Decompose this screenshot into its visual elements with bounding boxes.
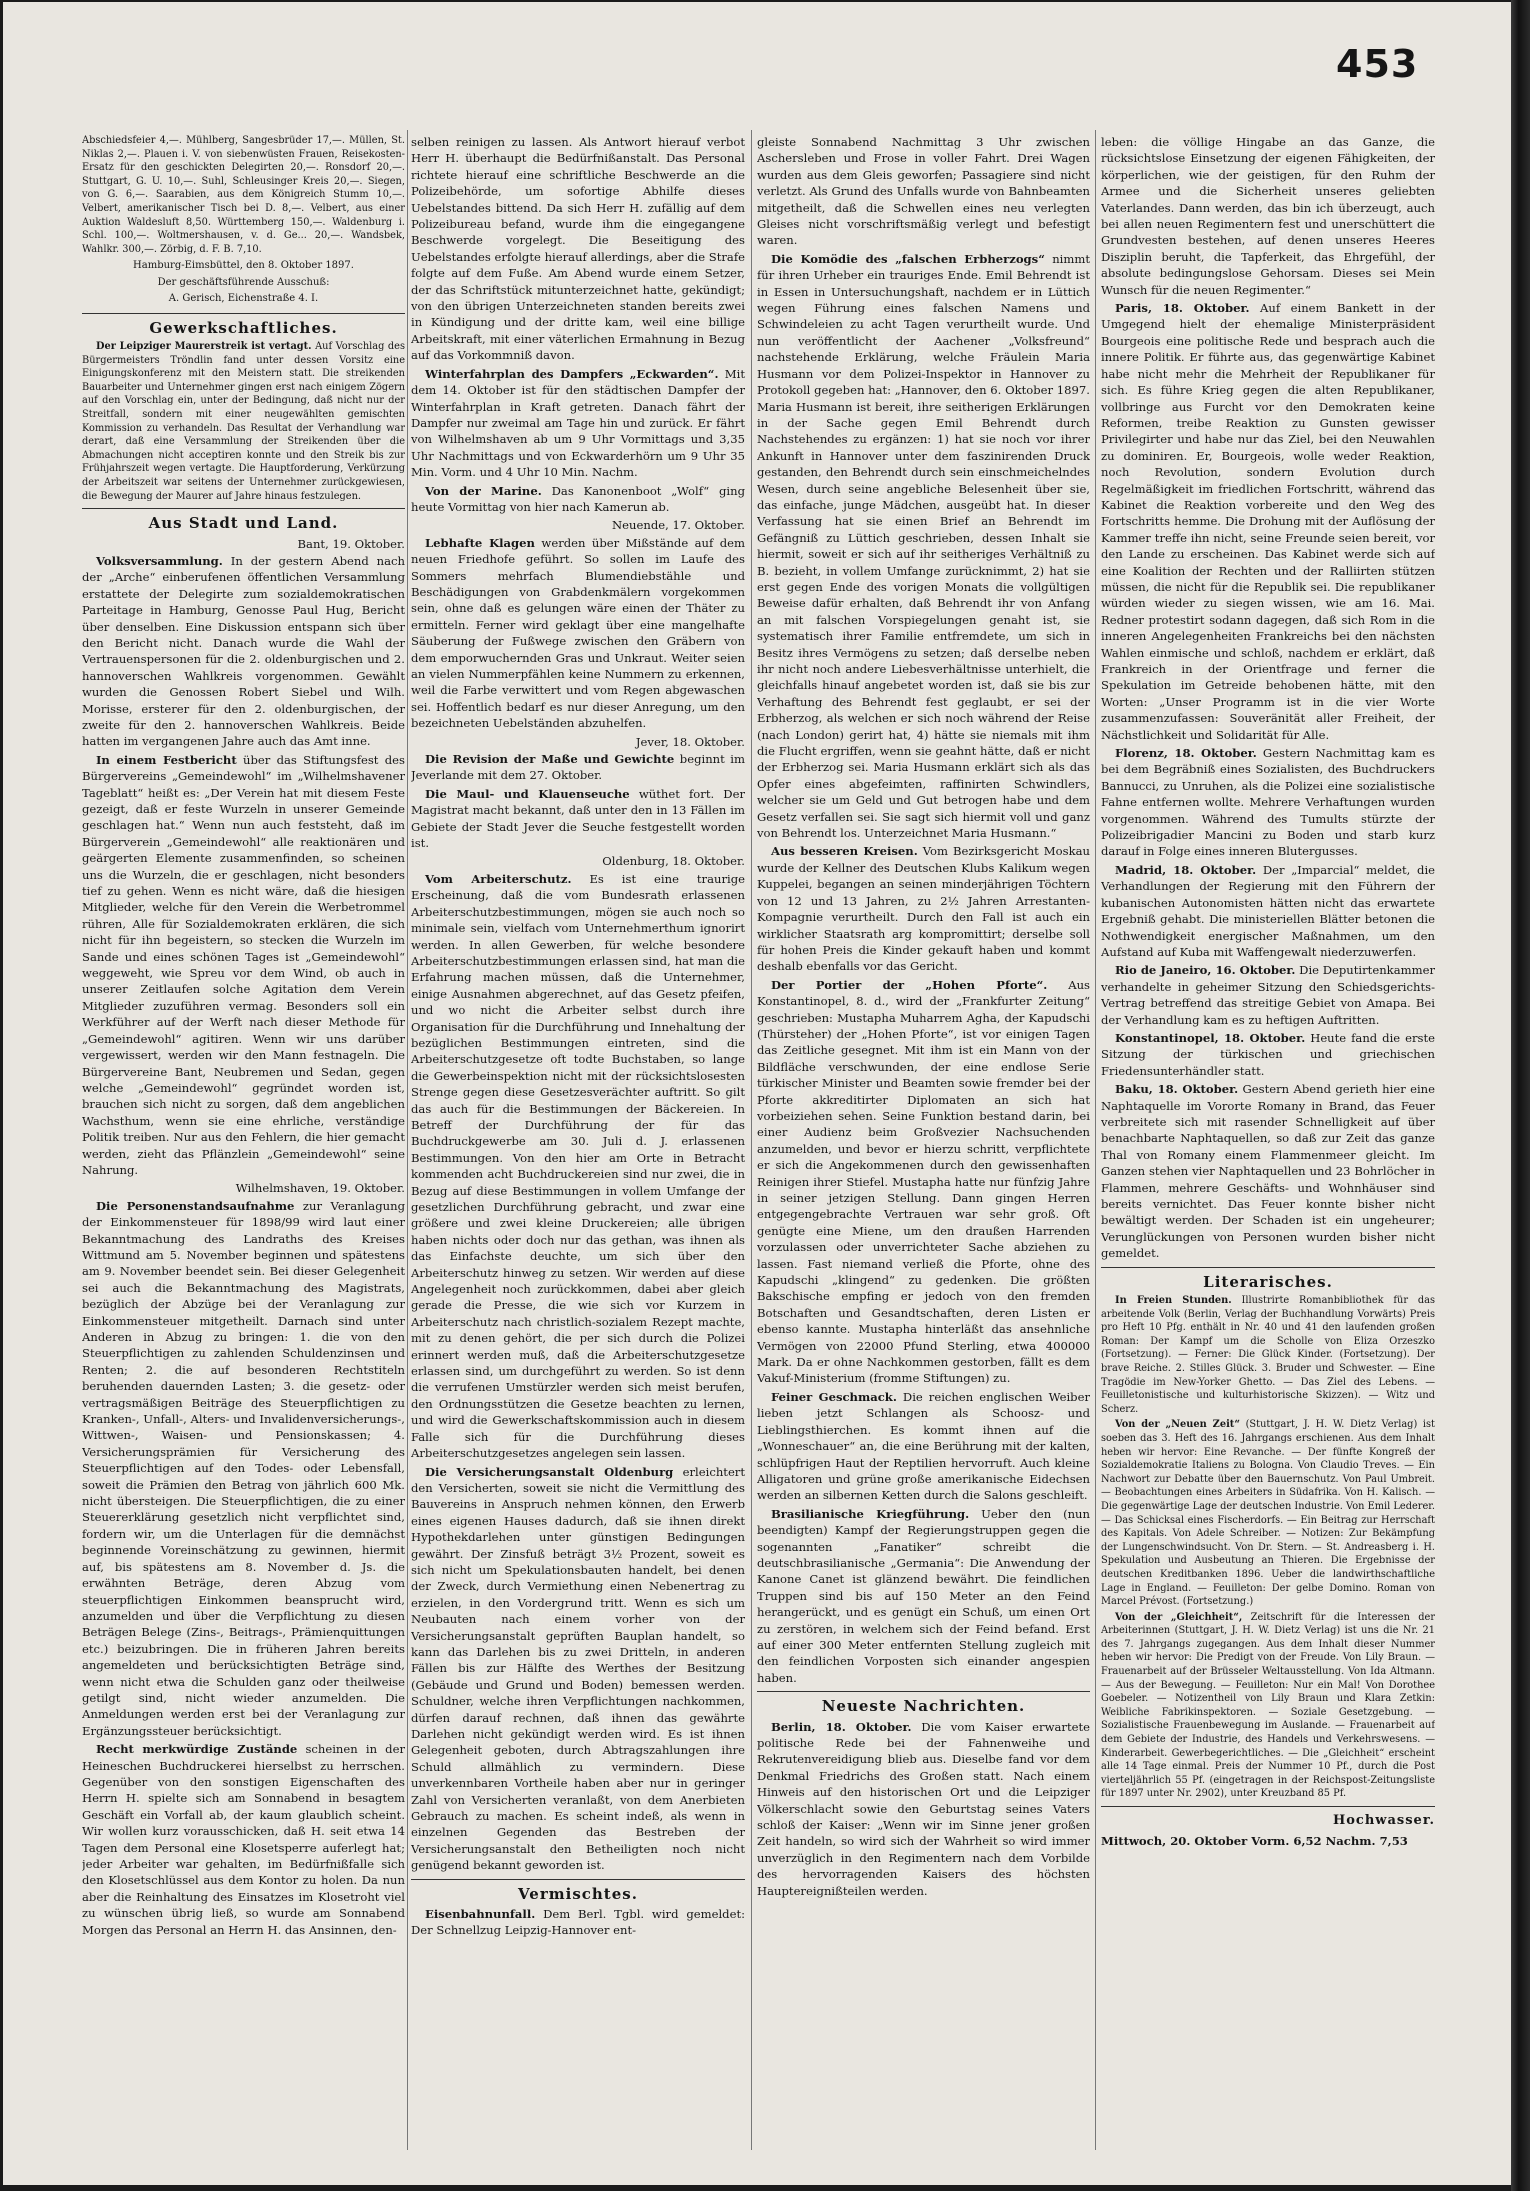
article-body: scheinen in der Heineschen Buchdruckerei hierselbst zu herrschen. Gegenüber von den sonstigen Eigenschaften des Herrn H. spielte sich am Sonnabend in besagtem Geschäft ein Vorfall ab, der kaum glaublich scheint. Wir wollen kurz vorausschicken, daß H. seit etwa 14 Tagen dem Personal eine Klosetsperre auferlegt hat; jeder Arbeiter war gehalten, im Bedürfnißfalle sich den Klosetschlüssel aus dem Kontor zu holen. Da nun aber die Reinhaltung des Einsatzes im Klosetroht viel zu wünschen übrig ließ, so wurde am Sonnabend Morgen das Personal an Herrn H. das Ansinnen, den- [82, 1742, 405, 1937]
article-florenz [1101, 745, 1435, 860]
article-maurerstreik [82, 340, 405, 503]
column-rule [1095, 130, 1096, 2150]
divider [1101, 1806, 1435, 1807]
section-heading-gewerkschaftliches: Gewerkschaftliches. [149, 318, 338, 337]
article-body: In der gestern Abend nach der „Arche“ einberufenen öffentlichen Versammlung erstattete der Delegirte zum sozialdemokratischen Parteitage in Hamburg, Genosse Paul Hug, Bericht über denselben. Eine Diskussion entspann sich über den Bericht nicht. Danach wurde die Wahl der Vertrauenspersonen für die 2. oldenburgischen und 2. hannoverschen Wahlkreis vorgenommen. Gewählt wurden die Genossen Robert Siebel und Wilh. Morisse, ersterer für den 2. oldenburgischen, der zweite für den 2. hannoverschen Wahlkreis. Beide hatten im vergangenen Jahre auch das Amt inne. [82, 553, 405, 749]
article-lead: Die Revision der Maße und Gewichte [425, 752, 675, 767]
article-body: Es ist eine traurige Erscheinung, daß die vom Bundesrath erlassenen Arbeiterschutzbestimmungen, mögen sie auch noch so minimale sein, vielfach vom Unternehmerthum ignorirt werden. In allen Gewerben, für welche besondere Arbeiterschutzbestimmungen erlassen sind, hat man die Erfahrung machen müssen, daß die Unternehmer, einige Ausnahmen abgerechnet, auf das Gesetz pfeifen, und wo nicht die Arbeiter selbst durch ihre Organisation für die Durchführung und Innehaltung der bezüglichen Bestimmungen eintreten, sind die Arbeiterschutzgesetze oft todte Buchstaben, so lange die Gewerbeinspektion nicht mit der rücksichtslosesten Strenge gegen diese Gesetzesverächter auftritt. So gilt das auch für die Bestimmungen der Bäckereien. In Betreff der Durchführung der für das Buchdruckgewerbe am 30. Juli d. J. erlassenen Bestimmungen. Von den hier am Orte in Betracht kommenden acht Buchdruckereien sind nur zwei, die in Bezug auf diese Bestimmungen in vollem Umfange der gesetzlichen Durchführung gebracht, und zwar eine größere und zwei kleine Druckereien; alle übrigen haben nichts oder doch nur das gethan, was ihnen als das Einfachste deuchte, um sich über den Arbeiterschutz hinweg zu setzen. Wir werden auf diese Angelegenheit noch zurückkommen, dabei aber gleich gerade die Presse, die wie sich vor Kurzem in Arbeiterschutz nach christlich-sozialem Rezept machte, mit zu denen gehört, die per sich durch die Polizei erinnert werden muß, daß die Arbeiterschutzgesetze erlassen sind, um durchgeführt zu werden. So ist denn die verrufenen Umstürzler werden sich meist berufen, den Ordnungsstützen die Gesetze beachten zu lernen, und wird die Gewerkschaftskommission auch in diesem Falle sich für die Durchführung dieses Arbeiterschutzgesetzes angelegen sein lassen. [411, 871, 745, 1461]
article-lead: Die Personenstandsaufnahme [96, 1198, 295, 1213]
article-body: zur Veranlagung der Einkommensteuer für 1898/99 wird laut einer Bekanntmachung des Landraths des Kreises Wittmund am 5. November beginnen und spätestens am 9. November beendet sein. Bei dieser Gelegenheit sei auch die Bekanntmachung des Magistrats, bezüglich der Abzüge bei der Veranlagung zur Einkommensteuer mitgetheilt. Darnach sind unter Anderen in Abzug zu bringen: 1. die von den Steuerpflichtigen zu zahlenden Schuldenzinsen und Renten; 2. die auf besonderen Rechtstiteln beruhenden dauernden Lasten; 3. die gesetz- oder vertragsmäßigen Beiträge des Steuerpflichtigen zu Kranken-, Unfall-, Alters- und Invalidenversicherungs-, Wittwen-, Waisen- und Pensionskassen; 4. Versicherungsprämien für Versicherung des Steuerpflichtigen auf den Todes- oder Lebensfall, soweit die Prämien den Betrag von jährlich 600 Mk. nicht übersteigen. Die Steuerpflichtigen, die zu einer Steuererklärung gesetzlich nicht verpflichtet sind, fordern wir, um die Unterlagen für die demnächst beginnende Voreinschätzung zu gewinnen, hiermit auf, bis spätestens am 8. November d. Js. die erwähnten Beträge, deren Abzug vom steuerpflichtigen Einkommen beansprucht wird, anzumelden und über die Verpflichtung zu diesen Beträgen Belege (Zins-, Beitrags-, Prämienquittungen etc.) beizubringen. Die in früheren Jahren bereits angemeldeten und berücksichtigten Beträge sind, wenn nicht etwa die Schulden ganz oder theilweise getilgt sind, nicht wieder anzumelden. Die Anmeldungen werden erst bei der Veranlagung zur Ergänzungssteuer berücksichtigt. [82, 1198, 405, 1738]
section-heading-hochwasser: Hochwasser. [1332, 1813, 1435, 1828]
divider [757, 1691, 1090, 1692]
article-lead: In Freien Stunden. [1115, 1295, 1232, 1307]
article-gleichheit [1101, 1611, 1435, 1801]
article-versicherungsanstalt [411, 1464, 745, 1874]
article-dateline: Florenz, 18. Oktober. [1115, 746, 1257, 761]
article-body: beginnt im Jeverlande mit dem 27. Oktober. [411, 752, 745, 783]
article-body: werden über Mißstände auf dem neuen Friedhofe geführt. So sollen im Laufe des Sommers mehrfach Blumendiebstähle und Beschädigungen von Grabdenkmälern vorgekommen sein, ohne daß es gelungen wäre einen der Thäter zu ermitteln. Ferner wird geklagt über eine mangelhafte Säuberung der Fußwege zwischen den Gräbern von dem emporwuchernden Gras und Unkraut. Weiter seien an vielen Nummerpfählen keine Nummern zu erkennen, weil die Farbe verwittert und vom Regen abgewaschen sei. Hoffentlich bedarf es nur dieser Anregung, um den bezeichneten Uebelständen abzuhelfen. [411, 535, 745, 731]
article-lead: Vom Arbeiterschutz. [425, 871, 572, 886]
article-marine [411, 483, 745, 516]
article-body: Die reichen englischen Weiber lieben jetzt Schlangen als Schoosz- und Lieblingsthierchen. Es kommt ihnen auf die „Wonneschauer“ an, die eine Berührung mit der kalten, schlüpfrigen Haut der Reptilien hervorruft. Auch kleine Alligatoren und grüne große amerikanische Eidechsen werden an silbernen Ketten durch die Salons geschleift. [757, 1389, 1090, 1503]
article-body: Der „Imparcial“ meldet, die Verhandlungen der Regierung mit den Führern der kubanischen Autonomisten hätten nicht das erwartete Ergebniß gehabt. Die ministeriellen Blätter betonen die Nothwendigkeit energischer Maßnahmen, um den Aufstand auf Kuba mit Waffengewalt niederzuwerfen. [1101, 862, 1435, 959]
column-3 [757, 134, 1090, 2174]
hochwasser-times: Mittwoch, 20. Oktober Vorm. 6,52 Nachm. 7,53 [1101, 1834, 1408, 1849]
article-seuche [411, 786, 745, 852]
article-body: erleichtert den Versicherten, soweit sie nicht die Vermittlung des Bauvereins in Anspruch nehmen können, den Erwerb eines eigenen Hauses dadurch, daß sie ihnen direkt Hypothekdarlehen unter günstigen Bedingungen gewährt. Der Zinsfuß beträgt 3½ Prozent, soweit es sich nicht um Spekulationsbauten handelt, bei denen der Zweck, durch Vermiethung einen Nebenertrag zu erzielen, in den Vordergrund tritt. Wenn es sich um Neubauten nach einem vorher von der Versicherungsanstalt geprüften Bauplan handelt, so kann das Darlehen bis zu zwei Dritteln, in anderen Fällen bis zur Hälfte des Werthes der Besitzung (Gebäude und Grund und Boden) bemessen werden. Schuldner, welche ihren Verpflichtungen nachkommen, dürfen darauf rechnen, daß ihnen das gewährte Darlehen nicht gekündigt werden wird. Es ist ihnen Gelegenheit geboten, durch Abtragszahlungen ihre Schuld allmählich zu vermindern. Diese unverkennbaren Vortheile haben aber nur in geringer Zahl von Versicherten veranlaßt, von dem Anerbieten Gebrauch zu machen. Es scheint indeß, als wenn in einzelnen Gegenden das Bestreben der Versicherungsanstalt den Betheiligten noch nicht genügend bekannt geworden ist. [411, 1464, 745, 1873]
article-body: Ueber den (nun beendigten) Kampf der Regierungstruppen gegen die sogenannten „Fanatiker“ schreibt die deutschbrasilianische „Germania“: Die Anwendung der Kanone Canet ist glänzend bewährt. Die feindlichen Truppen sind bis auf 150 Meter an den Feind herangerückt, und es genügt ein Schuß, um einen Ort zu zerstören, in welchem sich der Feind befand. Erst auf einer 300 Meter entfernten Stellung zugleich mit den feindlichen Vorposten sich einander angespien haben. [757, 1506, 1090, 1685]
article-body: Zeitschrift für die Interessen der Arbeiterinnen (Stuttgart, J. H. W. Dietz Verlag) ist uns die Nr. 21 des 7. Jahrgangs zugegangen. Aus dem Inhalt dieser Nummer heben wir hervor: Die Predigt von der Freude. Von Lily Braun. — Frauenarbeit auf der Brüsseler Weltausstellung. Von Ida Altmann. — Aus der Bewegung. — Feuilleton: Nur ein Mal! Von Dorothee Goebeler. — Notizentheil von Lily Braun und Klara Zetkin: Weibliche Fabrikinspektoren. — Soziale Gesetzgebung. — Sozialistische Frauenbewegung im Auslande. — Frauenarbeit auf dem Gebiete der Industrie, des Handels und Verkehrswesens. — Kinderarbeit. Gewerbegerichtliches. — Die „Gleichheit“ erscheint alle 14 Tage einmal. Preis der Nummer 10 Pf., durch die Post vierteljährlich 55 Pf. (eingetragen in der Reichspost-Zeitungsliste für 1897 unter Nr. 2902), unter Kreuzband 85 Pf. [1101, 1611, 1435, 1800]
article-lead: Feiner Geschmack. [771, 1389, 897, 1404]
article-body: Illustrirte Romanbibliothek für das arbeitende Volk (Berlin, Verlag der Buchhandlung Vorwärts) Preis pro Heft 10 Pfg. enthält in Nr. 40 und 41 den laufenden großen Roman: Der Kampf um die Scholle von Eliza Orzeszko (Fortsetzung). — Ferner: Die Glück Kinder. (Fortsetzung). Der brave Reiche. 2. Stilles Glück. 3. Bruder und Schwester. — Eine Tragödie im New-Yorker Ghetto. — Das Ziel des Lebens. — Feuilletonistische und kulturhistorische Skizzen). — Witz und Scherz. [1101, 1295, 1435, 1415]
article-body: Heute fand die erste Sitzung der türkischen und griechischen Friedensunterhändler statt. [1101, 1030, 1435, 1078]
article-neue-zeit [1101, 1418, 1435, 1608]
section-heading-literarisches: Literarisches. [1203, 1272, 1333, 1291]
dateline: Bant, 19. Oktober. [297, 536, 405, 551]
dateline: Wilhelmshaven, 19. Oktober. [235, 1181, 405, 1196]
article-continued: selben reinigen zu lassen. Als Antwort hierauf verbot Herr H. überhaupt die Bedürfnißanstalt. Das Personal richtete hierauf eine schriftliche Beschwerde an die Polizeibehörde, um sofortige Abhilfe dieses Uebelstandes bittend. Da sich Herr H. zufällig auf dem Polizeibureau befand, wurde ihm die eingegangene Beschwerde vorgelegt. Die Beseitigung des Uebelstandes erfolgte hierauf allerdings, aber die Strafe folgte auf dem Fuße. Am Abend wurde einem Setzer, der das Schriftstück mitunterzeichnet hatte, gekündigt; von den übrigen Unterzeichneten standen bereits zwei in Kündigung und der dritte kam, weil eine billige Arbeitskraft, mit einer väterlichen Ermahnung in Bezug auf das Vorkommniß davon. [411, 135, 745, 363]
article-besseren-kreisen [757, 843, 1090, 974]
article-portier [757, 977, 1090, 1387]
article-winterfahrplan [411, 366, 745, 481]
article-lead: Winterfahrplan des Dampfers „Eckwarden“. [425, 366, 719, 381]
section-heading-neueste-nachrichten: Neueste Nachrichten. [821, 1697, 1026, 1716]
newspaper-page [3, 2, 1511, 2185]
article-lead: Der Leipziger Maurerstreik ist vertagt. [96, 340, 312, 352]
article-body: über das Stiftungsfest des Bürgervereins „Gemeindewohl“ im „Wilhelmshavener Tageblatt“ heißt es: „Der Verein hat mit diesem Feste gezeigt, daß er feste Wurzeln in unserer Gemeinde geschlagen hat.“ Wenn nun auch feststeht, daß im Bürgerverein „Gemeindewohl“ alle reaktionären und geärgerten Elemente zusammenfinden, so scheinen uns die Wurzeln, die er geschlagen, nicht besonders tief zu gehen. Wenn es nicht wäre, daß die hiesigen Mitglieder, welche für den Verein die Werbetrommel rühren, Alle für Sozialdemokraten erklären, die sich nicht für ihn begeistern, so stecken die Wurzeln im Sande und eines schönen Tages ist „Gemeindewohl“ weggeweht, wie Spreu vor dem Wind, ob auch in unserer Zeitlaufen solche Agitation dem Verein Mitglieder zuzuführen vermag. Besonders soll ein Werkführer auf der Werft nach dieser Methode für „Gemeindewohl“ agitiren. Wenn wir uns darüber vergewissert, werden wir den Mann festnageln. Die Bürgervereine Bant, Neubremen und Sedan, gegen welche „Gemeindewohl“ gegründet worden ist, brauchen sich nicht zu sorgen, daß dem angeblichen Wachsthum, wenn sie eine ehrliche, verständige Politik treiben. Nur aus den Fehlern, die hier gemacht werden, zieht das Pflänzlein „Gemeindewohl“ seine Nahrung. [82, 752, 405, 1177]
article-paris [1101, 300, 1435, 743]
dateline: Oldenburg, 18. Oktober. [602, 854, 745, 869]
date-line: Hamburg-Eimsbüttel, den 8. Oktober 1897. [133, 260, 354, 272]
article-lead: Lebhafte Klagen [425, 535, 535, 550]
divider [82, 508, 405, 509]
article-dateline: Konstantinopel, 18. Oktober. [1115, 1030, 1306, 1045]
article-body: (Stuttgart, J. H. W. Dietz Verlag) ist soeben das 3. Heft des 16. Jahrgangs erschienen. Aus dem Inhalt heben wir hervor: Eine Revanche. — Der fünfte Kongreß der Sozialdemokratie Italiens zu Bologna. Von Claudio Treves. — Ein Nachwort zur Debatte über den Bauernschutz. Von Paul Umbreit. — Beobachtungen eines Arbeiters in Südafrika. Von H. Kalisch. — Die gegenwärtige Lage der deutschen Industrie. Von Emil Lederer. — Das Schicksal eines Fischerdorfs. — Ein Beitrag zur Herrschaft des Kapitals. Von Adele Schreiber. — Notizen: Zur Bekämpfung der Lungenschwindsucht. Von Dr. Stern. — St. Andreasberg i. H. Spekulation und Ausbeutung an Thieren. Die Ergebnisse der deutschen Kreditbanken 1896. Ueber die landwirthschaftliche Lage in England. — Feuilleton: Der gelbe Domino. Roman von Marcel Prévost. (Fortsetzung.) [1101, 1419, 1435, 1608]
dateline: Jever, 18. Oktober. [635, 734, 745, 749]
article-lead: In einem Festbericht [96, 752, 237, 767]
article-festbericht [82, 752, 405, 1179]
article-personenstand [82, 1198, 405, 1739]
article-lead: Eisenbahnunfall. [425, 1907, 536, 1922]
article-body: Auf Vorschlag des Bürgermeisters Tröndlin fand unter dessen Vorsitz eine Einigungskonferenz mit den Meistern statt. Die streikenden Bauarbeiter und Unternehmer gingen erst nach einigem Zögern auf den Vorschlag ein, unter der Bedingung, daß nicht nur der Streitfall, sondern mit einer neugewählten gemischten Kommission zu verhandeln. Das Resultat der Verhandlung war derart, daß eine Versammlung der Streikenden über die Abmachungen nicht acceptiren konnte und den Streik bis zur Frühjahrszeit wegen vertagte. Die Hauptforderung, Verkürzung der Arbeitszeit war seitens der Unternehmer zurückgewiesen, die Bewegung der Maurer auf Jahre hinaus festzulegen. [82, 340, 405, 502]
article-body: Die vom Kaiser erwartete politische Rede bei der Fahnenweihe und Rekrutenvereidigung blieb aus. Dieselbe fand vor dem Denkmal Friedrichs des Großen statt. Nach einem Hinweis auf den historischen Ort und die Leipziger Völkerschlacht sowie den Geburtstag seines Vaters schloß der Kaiser: „Wenn wir im Sinne jener großen Zeit handeln, so wird sich der Wahrheit so wird immer unverzüglich in den Regimentern nach dem Vorbilde des hervorragenden Kaisers des höchsten Hauptereignißteilen werden. [757, 1719, 1090, 1898]
article-body: Das Kanonenboot „Wolf“ ging heute Vormittag von hier nach Kamerun ab. [411, 483, 745, 514]
article-lead: Volksversammlung. [96, 553, 223, 568]
article-kriegfuehrung [757, 1506, 1090, 1686]
article-revision [411, 751, 745, 784]
article-continued: gleiste Sonnabend Nachmittag 3 Uhr zwischen Aschersleben und Frose in voller Fahrt. Drei Wagen wurden aus dem Gleis geworfen; Passagiere sind nicht verletzt. Als Grund des Unfalls wurde von Bahnbeamten mitgetheilt, daß die Schwellen eines neu verlegten Gleises nicht vorschriftsmäßig verlegt und befestigt waren. [757, 135, 1090, 248]
article-lead: Von der „Gleichheit“, [1115, 1611, 1243, 1623]
article-body: Dem Berl. Tgbl. wird gemeldet: Der Schnellzug Leipzig-Hannover ent- [411, 1907, 745, 1938]
divider [1101, 1267, 1435, 1268]
article-rio [1101, 962, 1435, 1028]
committee-label: Der geschäftsführende Ausschuß: [157, 276, 330, 288]
column-4 [1101, 134, 1435, 2174]
article-body: Vom Bezirksgericht Moskau wurde der Kellner des Deutschen Klubs Kalikum wegen Kuppelei, begangen an seinen minderjährigen Töchtern von 12 und 13 Jahren, zu 2½ Jahren Arrestanten-Kompagnie verurtheilt. Durch den Fall ist auch ein wirklicher Staatsrath arg kompromittirt; derselbe soll für hohen Preis die Kinder gekauft haben und kommt deshalb ebenfalls vor das Gericht. [757, 844, 1090, 974]
article-lead: Der Portier der „Hohen Pforte“. [771, 977, 1048, 992]
column-rule [751, 130, 752, 2150]
article-lead: Die Maul- und Klauenseuche [425, 786, 630, 801]
article-konstantinopel [1101, 1030, 1435, 1079]
article-dateline: Berlin, 18. Oktober. [771, 1719, 912, 1734]
article-freie-stunden [1101, 1294, 1435, 1416]
article-geschmack [757, 1389, 1090, 1504]
section-heading-stadt-und-land: Aus Stadt und Land. [148, 514, 339, 533]
article-lead: Die Versicherungsanstalt Oldenburg [425, 1464, 674, 1479]
article-lead: Brasilianische Kriegführung. [771, 1506, 970, 1521]
column-2 [411, 134, 745, 2174]
article-madrid [1101, 862, 1435, 960]
article-body: wüthet fort. Der Magistrat macht bekannt, daß unter den in 13 Fällen im Gebiete der Stadt Jever die Seuche festgestellt worden ist. [411, 786, 745, 851]
article-continued: leben: die völlige Hingabe an das Ganze, die rücksichtslose Einsetzung der eigenen Fähigkeiten, der körperlichen, wie der geistigen, für den Ruhm der Armee und die Sicherheit unseres geliebten Vaterlandes. Dann werden, das bin ich überzeugt, auch bei allen neuen Regimentern fest und unerschüttert die Grundvesten bestehen, auf denen unseres Heeres Disziplin beruht, die Tapferkeit, das Ehrgefühl, der absolute bedingungslose Gehorsam. Dieses sei Mein Wunsch für die neuen Regimenter.“ [1101, 135, 1435, 297]
article-body: nimmt für ihren Urheber ein trauriges Ende. Emil Behrendt ist in Essen in Untersuchungshaft, nachdem er in Lüttich wegen Führung eines falschen Namens und Schwindeleien zu acht Tagen verurtheilt wurde. Und nun veröffentlicht der Aachener „Volksfreund“ nachstehende Erklärung, welche Fräulein Maria Husmann vor dem Polizei-Inspektor in Hannover zu Protokoll gegeben hat: „Hannover, den 6. Oktober 1897. Maria Husmann ist bereit, ihre seitherigen Erklärungen in der Sache gegen Emil Behrendt durch Nachstehendes zu ergänzen: 1) hat sie noch vor ihrer Ankunft in Hannover unter dem faszinirenden Druck gestanden, den Behrendt durch sein einschmeichelndes Wesen, durch seine angebliche Belesenheit über sie, das einfache, junge Mädchen, ausgeübt hat. In dieser Verfassung hat sie einen Brief an Behrendt im Gefängniß zu Lüttich geschrieben, dessen Inhalt sie hiermit, soweit er sich auf ihr seitheriges Verhältniß zu B. bezieht, in vollem Umfange zurücknimmt, 2) hat sie erst gegen Ende des vorigen Monats die vollgültigen Beweise dafür erhalten, daß Behrendt ihr von Anfang an mit falschen Vorspiegelungen genaht ist, sie systematisch ihrer Familie entfremdete, um sich in Besitz ihres Vermögens zu setzen; daß derselbe neben ihr nicht noch andere Liebesverhältnisse unterhielt, die gleichfalls hinauf angebetet worden ist, daß sie bis zur Verhaftung des Behrendt fest geglaubt, er sei der Erbherzog, als welchen er sich noch während der Reise (nach London) gerirt hat, 4) hätte sie niemals mit ihm die Flucht ergriffen, wenn sie geahnt hätte, daß er nicht der Erbherzog sei. Maria Husmann erklärt sich als das Opfer eines abgefeimten, raffinirten Schwindlers, welcher sie um Geld und Gut betrogen habe und dem Gesetz verfallen sei. Sie sagt sich hiermit voll und ganz von Behrendt los. Unterzeichnet Maria Husmann.“ [757, 251, 1090, 841]
donation-list: Abschiedsfeier 4,—. Mühlberg, Sangesbrüder 17,—. Müllen, St. Niklas 2,—. Plauen i. V. von siebenwüsten Frauen, Reisekosten-Ersatz für den geschickten Delegirten 20,—. Ronsdorf 20,—. Stuttgart, G. U. 10,—. Suhl, Schleusinger Kreis 20,—. Siegen, von G. 6,—. Saarabien, aus dem Königreich Stumm 10,—. Velbert, amerikanischer Tisch bei D. 8,—. Velbert, aus einer Auktion Waldesluft 8,50. Württemberg 150,—. Waldenburg i. Schl. 100,—. Woltmershausen, v. d. Ge... 20,—. Wandsbek, Wahlkr. 300,—. Zörbig, d. F. B. 7,10. [82, 135, 405, 255]
column-1 [82, 134, 405, 2144]
article-lead: Von der „Neuen Zeit“ [1115, 1419, 1240, 1431]
article-eisenbahnunfall [411, 1906, 745, 1939]
article-body: Aus Konstantinopel, 8. d., wird der „Frankfurter Zeitung“ geschrieben: Mustapha Muharrem Agha, der Kapudschi (Thürsteher) der „Hohen Pforte“, ist vor einigen Tagen das Zeitliche gesegnet. Mit ihm ist ein Mann von der Bildfläche verschwunden, der eine endlose Serie türkischer Minister und Beamten sowie fremder bei der Pforte akkreditirter Diplomaten an sich hat vorbeiziehen sehen. Seine Funktion bestand darin, bei einer Audienz beim Großvezier Nachsuchenden anzumelden, und bevor er hierzu schritt, verpflichtete er sich die Angekommenen durch den gewissenhaften Reinigen ihrer Stiefel. Mustapha hatte nur fünfzig Jahre in seiner jetzigen Stellung. Dann gingen Herren entgegengebrachte Vertrauen war sehr groß. Oft genügte eine Miene, um den draußen Harrenden vorzulassen oder unverrichteter Sache abziehen zu lassen. Fast niemand verließ die Pforte, ohne des Kapudschi „klingend“ zu gedenken. Die größten Bakschische empfing er jedoch von den fremden Botschaften und Gesandtschaften, deren Listen er ebenso kannte. Mustapha hinterläßt das ansehnliche Vermögen von 22000 Pfund Sterling, etwa 400000 Mark. Da er ohne Nachkommen gestorben, fällt es dem Vakuf-Ministerium (fromme Stiftungen) zu. [757, 977, 1090, 1386]
article-lead: Aus besseren Kreisen. [771, 844, 918, 859]
page-number: 453 [1336, 42, 1419, 86]
article-body: Gestern Abend gerieth hier eine Naphtaquelle im Vororte Romany in Brand, das Feuer verbreitete sich mit rasender Schnelligkeit auf über benachbarte Naphtaquellen, so daß zur Zeit das ganze Thal von Romany einem Flammenmeer gleicht. Im Ganzen stehen vier Naphtaquellen und 23 Bohrlöcher in Flammen, mehrere Geschäfts- und Wohnhäuser sind bereits vernichtet. Das Feuer konnte bisher nicht bewältigt werden. Der Schaden ist ein ungeheurer; Verunglückungen von Personen wurden bisher nicht gemeldet. [1101, 1082, 1435, 1261]
article-dateline: Baku, 18. Oktober. [1115, 1082, 1239, 1097]
article-lead: Recht merkwürdige Zustände [96, 1742, 298, 1757]
article-dateline: Paris, 18. Oktober. [1115, 301, 1250, 316]
divider [82, 313, 405, 314]
committee-name: A. Gerisch, Eichenstraße 4. I. [168, 293, 319, 305]
article-zustaende [82, 1741, 405, 1938]
article-lead: Die Komödie des „falschen Erbherzogs“ [771, 251, 1045, 266]
article-dateline: Madrid, 18. Oktober. [1115, 862, 1257, 877]
article-dateline: Rio de Janeiro, 16. Oktober. [1115, 963, 1296, 978]
article-body: Die Deputirtenkammer verhandelte in geheimer Sitzung den Schiedsgerichts-Vertrag betreffend das streitige Gebiet von Amapa. Bei der Verhandlung kam es zu heftigen Auftritten. [1101, 963, 1435, 1027]
section-heading-vermischtes: Vermischtes. [518, 1884, 638, 1903]
article-klagen [411, 535, 745, 732]
article-body: Mit dem 14. Oktober ist für den städtischen Dampfer der Winterfahrplan in Kraft getreten. Danach fährt der Dampfer nur zweimal am Tage hin und zurück. Er fährt von Wilhelmshaven ab um 9 Uhr Vormittags und 3,35 Uhr Nachmittags und von Eckwarderhörn um 9 Uhr 35 Min. Vorm. und 4 Uhr 10 Min. Nachm. [411, 366, 745, 480]
page-edge [1511, 0, 1530, 2191]
column-rule [407, 130, 408, 2150]
article-volksversammlung [82, 553, 405, 750]
divider [411, 1879, 745, 1880]
dateline: Neuende, 17. Oktober. [612, 518, 745, 533]
article-body: Gestern Nachmittag kam es bei dem Begräbniß eines Sozialisten, des Buchdruckers Bannucci, zu Unruhen, als die Polizei eine sozialistische Fahne entfernen wollte. Mehrere Verhaftungen wurden vorgenommen. Während des Tumults stürzte der Polizeibrigadier Mancini zu Boden und starb kurz darauf in Folge eines inneren Blutergusses. [1101, 746, 1435, 859]
article-baku [1101, 1081, 1435, 1261]
article-body: Auf einem Bankett in der Umgegend hielt der ehemalige Ministerpräsident Bourgeois eine politische Rede und besprach auch die innere Politik. Er führte aus, das gegenwärtige Kabinet habe nicht mehr die Mehrheit der Republikaner für sich. Es führe Krieg gegen die alten Republikaner, vollbringe aus Furcht vor den Demokraten keine Reformen, treibe Reaktion zu Gunsten gewisser Privilegirter und habe nur das Ziel, bei den Neuwahlen zu dominiren. Er, Bourgeois, wolle weder Reaktion, noch Revolution, sondern Evolution durch Regelmäßigkeit im friedlichen Fortschritt, während das Kabinet die Reaktion vorbereite und den Weg des Fortschritts hemme. Die Drohung mit der Auflösung der Kammer treffe ihn nicht, seine Freunde seien bereit, vor den Lande zu erscheinen. Das Kabinet werde sich auf eine Koalition der Rechten und der Ralliirten stützen müssen, die nicht für die Republik sei. Die republikaner würden wieder zu siegen wissen, wie am 16. Mai. Redner protestirt sodann dagegen, daß sich Rom in die inneren Angelegenheiten Frankreichs bei den nächsten Wahlen einmische und schloß, nachdem er erklärt, daß Frankreich in der Orientfrage und ferner die Spekulation im Getreide behobenen hätte, mit den Worten: „Unser Programm ist in die vier Worte zusammenzufassen: Souveränität aller Freiheit, der Nächstlichkeit und Solidarität für Alle. [1101, 301, 1435, 742]
article-erbherzog [757, 251, 1090, 842]
article-berlin [757, 1719, 1090, 1899]
article-arbeiterschutz [411, 871, 745, 1462]
article-lead: Von der Marine. [425, 483, 542, 498]
